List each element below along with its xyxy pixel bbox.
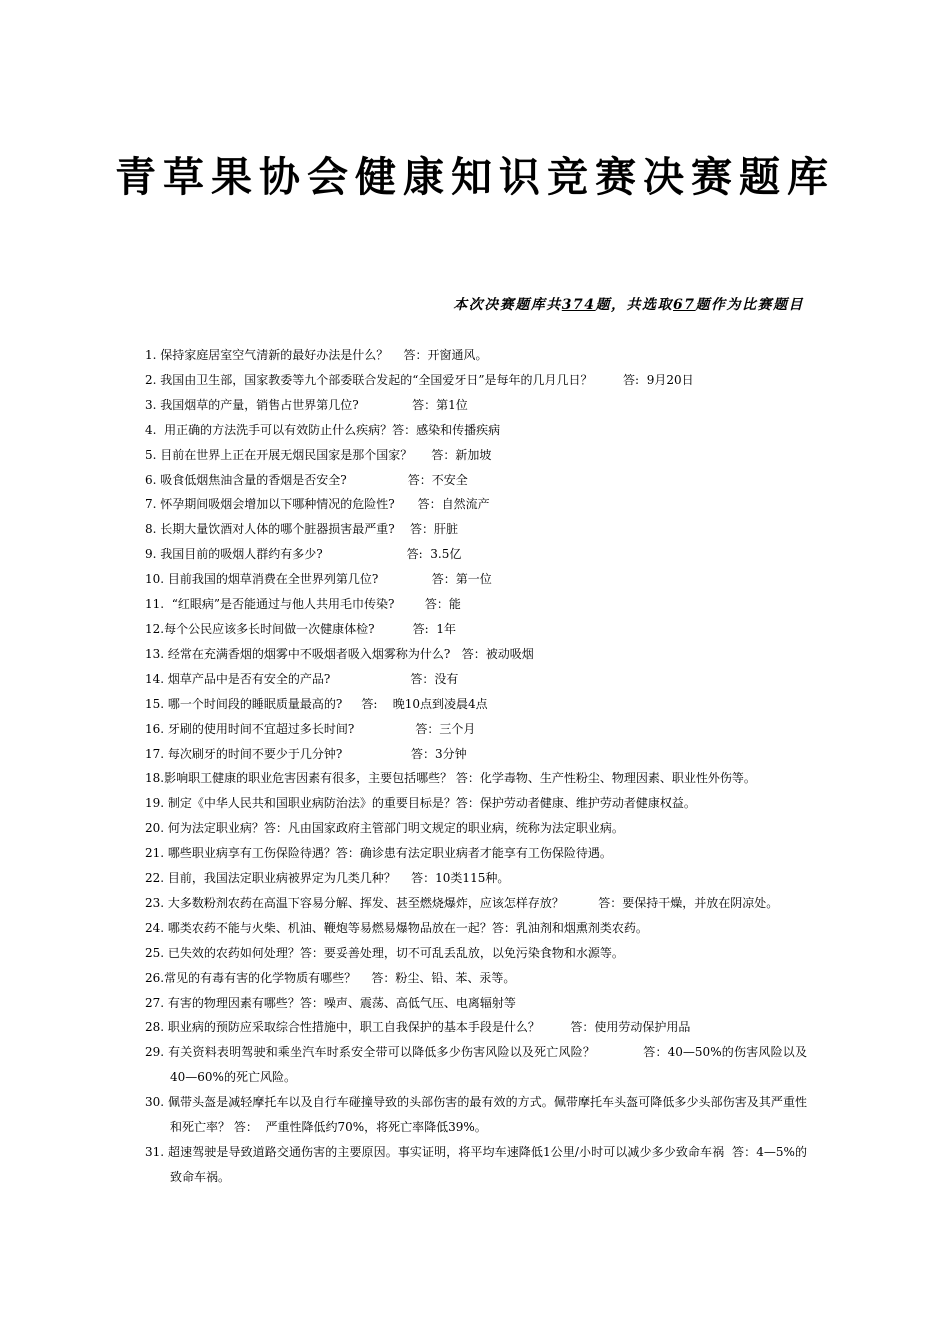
question-item: 2. 我国由卫生部，国家教委等九个部委联合发起的“全国爱牙日”是每年的几月几日？ 答: 9月20日 [145,372,694,387]
question-item: 12.每个公民应该多长时间做一次健康体检? 答: 1年 [145,621,456,636]
question-item: 1. 保持家庭居室空气清新的最好办法是什么？ 答：开窗通风。 [145,348,488,362]
subtitle-total-count: 374 [561,297,596,313]
question-item: 5. 目前在世界上正在开展无烟民国家是那个国家？ 答：新加坡 [145,447,492,462]
question-item: 16. 牙刷的使用时间不宜超过多长时间? 答：三个月 [145,721,476,736]
subtitle-text-1: 本次决赛题库共 [453,297,562,313]
question-item: 31. 超速驾驶是导致道路交通伤害的主要原因。事实证明，将平均车速降低1公里/小时可以减少多少致命车祸 答：4—5%的致命车祸。 [145,1145,807,1184]
question-item: 25. 已失效的农药如何处理？答：要妥善处理，切不可乱丢乱放，以免污染食物和水源等。 [145,945,624,960]
question-list [145,343,807,1190]
subtitle-text-2: 题，共选取 [595,297,674,313]
question-item: 27. 有害的物理因素有哪些？答：噪声、震荡、高低气压、电离辐射等 [145,995,516,1010]
question-item: 8. 长期大量饮酒对人体的哪个脏器损害最严重? 答：肝脏 [145,522,458,537]
question-item: 14. 烟草产品中是否有安全的产品? 答：没有 [145,671,459,686]
question-item: 13. 经常在充满香烟的烟雾中不吸烟者吸入烟雾称为什么? 答：被动吸烟 [145,646,534,661]
question-item: 9. 我国目前的吸烟人群约有多少? 答: 3.5亿 [145,547,462,562]
question-item: 22. 目前，我国法定职业病被界定为几类几种？ 答：10类115种。 [145,871,510,886]
question-item: 24. 哪类农药不能与火柴、机油、鞭炮等易燃易爆物品放在一起？答：乳油剂和烟熏剂类农药。 [145,920,648,935]
question-item: 19. 制定《中华人民共和国职业病防治法》的重要目标是？答：保护劳动者健康、维护劳动者健康权益。 [145,796,696,811]
document-subtitle [453,294,804,314]
question-item: 10. 目前我国的烟草消费在全世界列第几位? 答：第一位 [145,572,492,587]
question-item: 3. 我国烟草的产量，销售占世界第几位? 答：第1位 [145,397,468,412]
question-item: 30. 佩带头盔是减轻摩托车以及自行车碰撞导致的头部伤害的最有效的方式。佩带摩托车头盔可降低多少头部伤害及其严重性和死亡率？ 答： 严重性降低约70%，将死亡率降低39%。 [145,1095,807,1135]
question-item: 17. 每次刷牙的时间不要少于几分钟? 答：3分钟 [145,746,467,761]
question-item: 6. 吸食低烟焦油含量的香烟是否安全? 答：不安全 [145,472,468,487]
question-item: 20. 何为法定职业病？答：凡由国家政府主管部门明文规定的职业病，统称为法定职业病。 [145,821,624,836]
question-item: 4. 用正确的方法洗手可以有效防止什么疾病？答：感染和传播疾病 [145,422,501,437]
question-item: 21. 哪些职业病享有工伤保险待遇？答：确诊患有法定职业病者才能享有工伤保险待遇。 [145,846,612,861]
question-item: 26.常见的有毒有害的化学物质有哪些？ 答：粉尘、铅、苯、汞等。 [145,970,516,985]
question-item: 23. 大多数粉剂农药在高温下容易分解、挥发、甚至燃烧爆炸，应该怎样存放？ 答：要保持干燥，并放在阴凉处。 [145,895,779,910]
question-item: 28. 职业病的预防应采取综合性措施中，职工自我保护的基本手段是什么？ 答：使用劳动保护用品 [145,1020,691,1035]
subtitle-selected-count: 67 [673,297,696,313]
question-item: 18.影响职工健康的职业危害因素有很多，主要包括哪些？ 答：化学毒物、生产性粉尘、物理因素、职业性外伤等。 [145,771,756,786]
question-item: 7. 怀孕期间吸烟会增加以下哪种情况的危险性? 答：自然流产 [145,497,490,512]
question-item: 15. 哪一个时间段的睡眠质量最高的? 答: 晚10点到凌晨4点 [145,696,488,711]
document-title: 青草果协会健康知识竞赛决赛题库 [115,153,835,201]
question-item: 29. 有关资料表明驾驶和乘坐汽车时系安全带可以降低多少伤害风险以及死亡风险？ 答：40—50%的伤害风险以及40—60%的死亡风险。 [145,1045,807,1085]
question-item: 11. “红眼病”是否能通过与他人共用毛巾传染? 答：能 [145,597,461,612]
subtitle-text-3: 题作为比赛题目 [695,297,804,313]
